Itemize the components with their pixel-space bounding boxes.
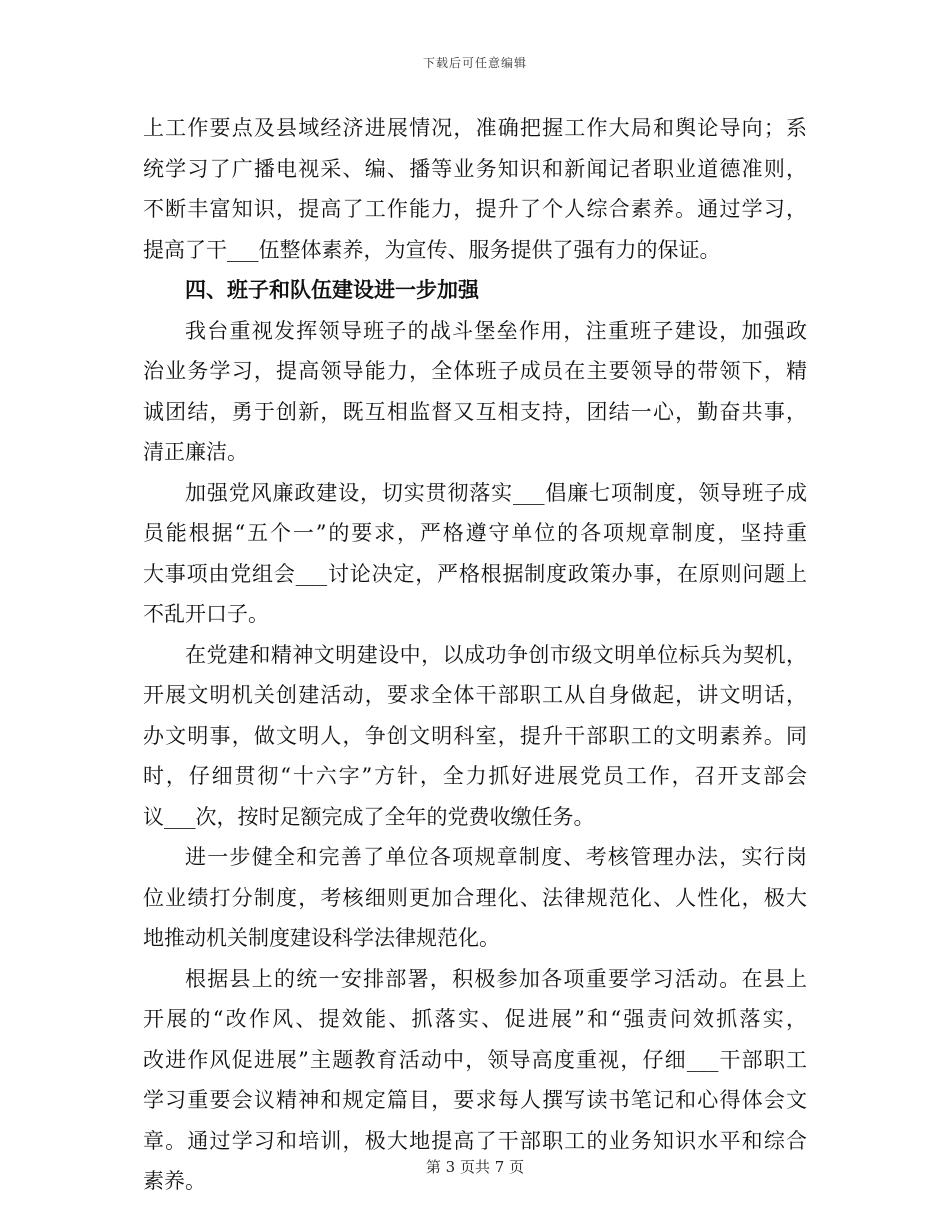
body-line: 大事项由党组会___讨论决定，严格根据制度政策办事，在原则问题上 (143, 561, 807, 586)
body-line: 时，仔细贯彻“十六字”方针，全力抓好进展党员工作，召开支部会 (143, 764, 807, 788)
paragraph-first-line: 在党建和精神文明建设中，以成功争创市级文明单位标兵为契机， (185, 642, 807, 667)
paragraph-first-line: 进一步健全和完善了单位各项规章制度、考核管理办法，实行岗 (185, 845, 807, 869)
paragraph-first-line: 加强党风廉政建设，切实贯彻落实___倡廉七项制度，领导班子成 (185, 480, 807, 505)
body-line: 办文明事，做文明人，争创文明科室，提升干部职工的文明素养。同 (143, 723, 807, 748)
body-line: 地推动机关制度建设科学法律规范化。 (143, 926, 500, 950)
page-header: 下载后可任意编辑 (422, 56, 527, 70)
paragraph-first-line: 我台重视发挥领导班子的战斗堡垒作用，注重班子建设，加强政 (185, 318, 807, 343)
body-line: 学习重要会议精神和规定篇目，要求每人撰写读书笔记和心得体会文 (143, 1088, 807, 1112)
body-line: 位业绩打分制度，考核细则更加合理化、法律规范化、人性化，极大 (143, 885, 807, 910)
body-line: 员能根据“五个一”的要求，严格遵守单位的各项规章制度，坚持重 (143, 521, 807, 545)
section-heading: 四、班子和队伍建设进一步加强 (185, 277, 479, 302)
body-line: 素养。 (143, 1169, 206, 1193)
body-line: 章。通过学习和培训，极大地提高了干部职工的业务知识水平和综合 (143, 1128, 807, 1153)
paragraph-first-line: 根据县上的统一安排部署，积极参加各项重要学习活动。在县上 (185, 966, 807, 991)
body-line: 统学习了广播电视采、编、播等业务知识和新闻记者职业道德准则， (143, 156, 807, 181)
page-number: 第 3 页共 7 页 (425, 1158, 525, 1176)
body-line: 清正廉洁。 (143, 440, 248, 464)
body-line: 提高了干___伍整体素养，为宣传、服务提供了强有力的保证。 (143, 237, 721, 262)
body-line: 治业务学习，提高领导能力，全体班子成员在主要领导的带领下，精 (143, 359, 807, 383)
body-line: 开展的“改作风、提效能、抓落实、促进展”和“强责问效抓落实， (143, 1007, 807, 1031)
body-line: 诚团结，勇于创新，既互相监督又互相支持，团结一心，勤奋共事， (143, 399, 807, 424)
body-line: 开展文明机关创建活动，要求全体干部职工从自身做起，讲文明话， (143, 683, 807, 707)
body-line: 上工作要点及县域经济进展情况，准确把握工作大局和舆论导向；系 (143, 116, 807, 140)
body-line: 不断丰富知识，提高了工作能力，提升了个人综合素养。通过学习， (143, 197, 807, 221)
body-line: 不乱开口子。 (143, 602, 269, 626)
body-line: 议___次，按时足额完成了全年的党费收缴任务。 (143, 804, 595, 829)
body-line: 改进作风促进展”主题教育活动中，领导高度重视，仔细___干部职工 (143, 1047, 807, 1072)
document-body (143, 108, 807, 1202)
